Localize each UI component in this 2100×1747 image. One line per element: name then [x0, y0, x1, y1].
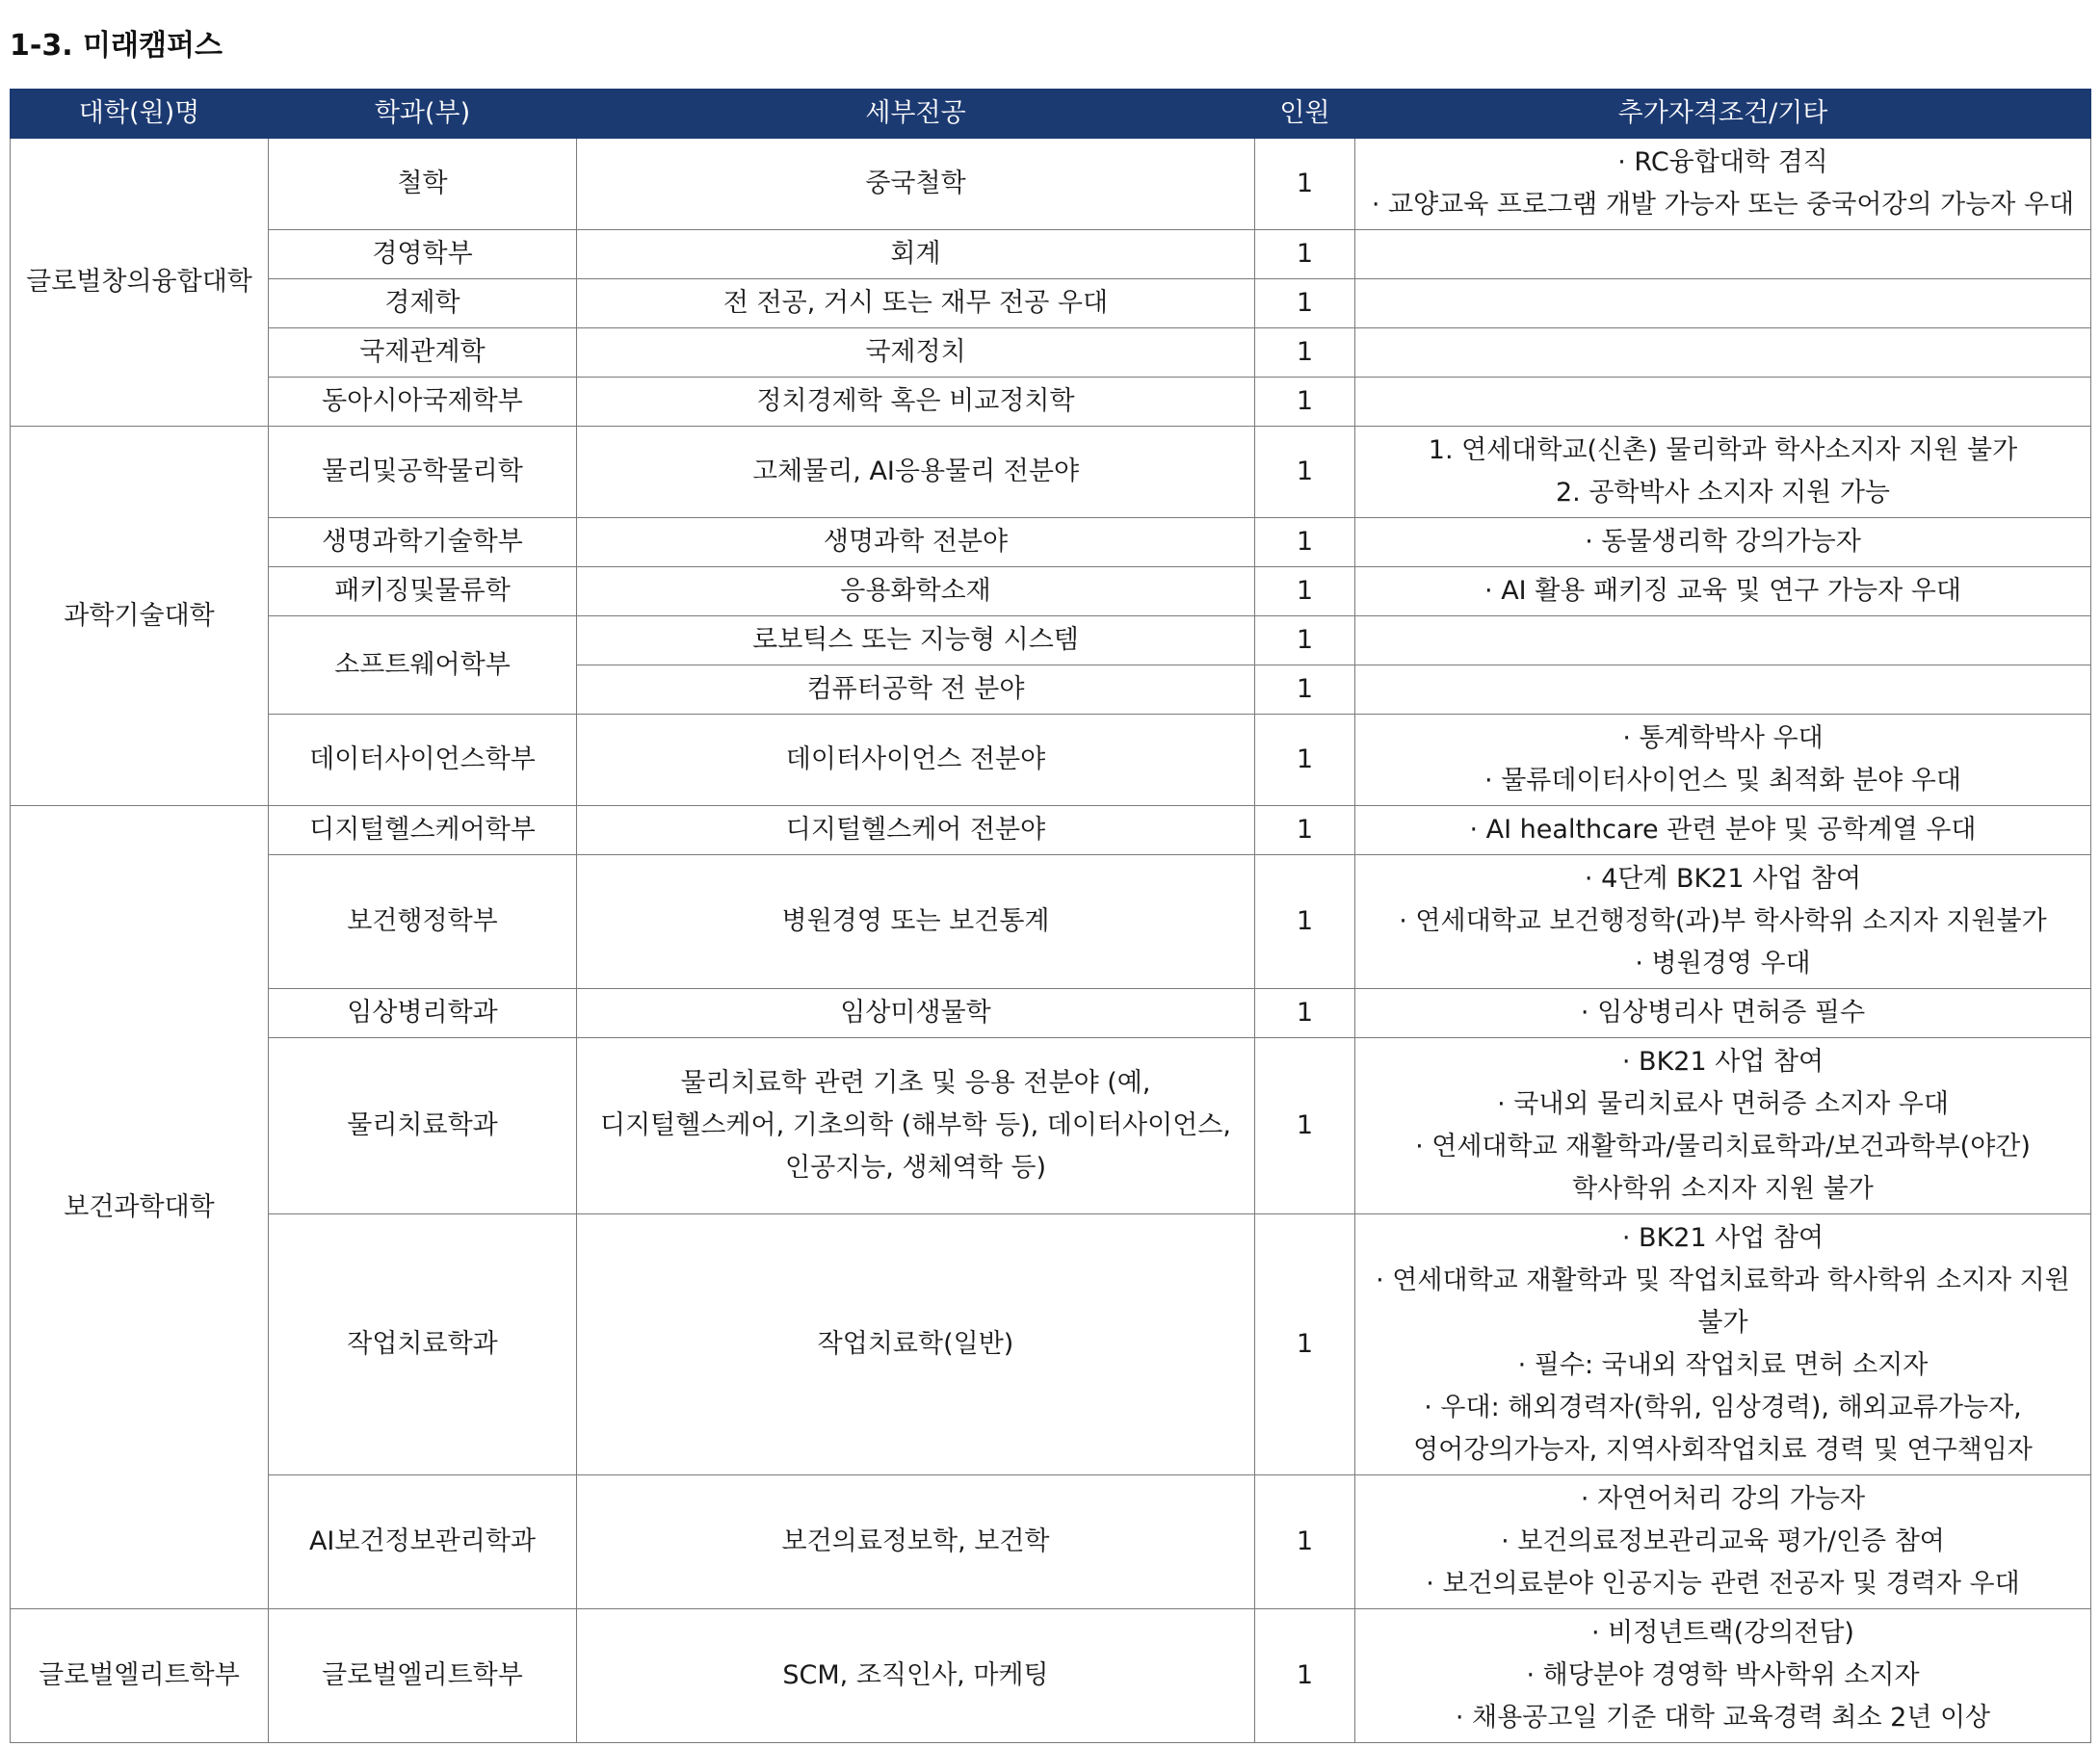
requirement-item: · 임상병리사 면허증 필수	[1580, 998, 1866, 1028]
table-row	[11, 855, 2091, 989]
header-headcount: 인원	[1255, 90, 1355, 139]
requirement-item: · 채용공고일 기준 대학 교육경력 최소 2년 이상	[1455, 1703, 1991, 1733]
header-department: 학과(부)	[269, 90, 577, 139]
detailed-major: 보건의료정보학, 보건학	[577, 1475, 1255, 1609]
table-row	[11, 378, 2091, 427]
department-name: 국제관계학	[269, 328, 577, 378]
requirement-item: · 자연어처리 강의 가능자	[1580, 1484, 1866, 1514]
additional-requirements	[1355, 1609, 2091, 1743]
additional-requirements	[1355, 279, 2091, 328]
headcount: 1	[1255, 139, 1355, 230]
table-row	[11, 1475, 2091, 1609]
additional-requirements	[1355, 139, 2091, 230]
table-row	[11, 1609, 2091, 1743]
requirement-list	[1363, 570, 2083, 613]
faculty-recruitment-table	[10, 89, 2091, 1743]
requirement-item: · 보건의료정보관리교육 평가/인증 참여	[1501, 1526, 1945, 1556]
additional-requirements	[1355, 378, 2091, 427]
requirement-list	[1363, 992, 2083, 1034]
detailed-major: 디지털헬스케어 전분야	[577, 806, 1255, 855]
detailed-major: SCM, 조직인사, 마케팅	[577, 1609, 1255, 1743]
detailed-major: 전 전공, 거시 또는 재무 전공 우대	[577, 279, 1255, 328]
requirement-list	[1363, 1217, 2083, 1472]
requirement-list	[1363, 142, 2083, 226]
detailed-major: 데이터사이언스 전분야	[577, 715, 1255, 806]
requirement-list	[1363, 717, 2083, 802]
table-row	[11, 518, 2091, 567]
requirement-list	[1363, 858, 2083, 985]
requirement-item: · 물류데이터사이언스 및 최적화 분야 우대	[1484, 766, 1961, 795]
requirement-item: 1. 연세대학교(신촌) 물리학과 학사소지자 지원 불가	[1428, 435, 2018, 465]
headcount: 1	[1255, 328, 1355, 378]
requirement-list	[1363, 1041, 2083, 1211]
requirement-item: · AI 활용 패키징 교육 및 연구 가능자 우대	[1484, 576, 1961, 606]
department-name: 작업치료학과	[269, 1214, 577, 1475]
table-header-row	[11, 90, 2091, 139]
college-name: 글로벌창의융합대학	[11, 139, 269, 427]
additional-requirements	[1355, 328, 2091, 378]
department-name: 글로벌엘리트학부	[269, 1609, 577, 1743]
department-name: 철학	[269, 139, 577, 230]
department-name: 생명과학기술학부	[269, 518, 577, 567]
additional-requirements	[1355, 518, 2091, 567]
requirement-list	[1363, 521, 2083, 563]
header-requirements: 추가자격조건/기타	[1355, 90, 2091, 139]
table-row	[11, 1038, 2091, 1214]
college-name: 과학기술대학	[11, 427, 269, 806]
detailed-major: 물리치료학 관련 기초 및 응용 전분야 (예, 디지털헬스케어, 기초의학 (해부학 등), 데이터사이언스, 인공지능, 생체역학 등)	[577, 1038, 1255, 1214]
requirement-list	[1363, 1612, 2083, 1739]
department-name: AI보건정보관리학과	[269, 1475, 577, 1609]
requirement-item: · 연세대학교 보건행정학(과)부 학사학위 소지자 지원불가	[1399, 906, 2047, 936]
department-name: 보건행정학부	[269, 855, 577, 989]
headcount: 1	[1255, 855, 1355, 989]
table-row	[11, 1214, 2091, 1475]
headcount: 1	[1255, 1214, 1355, 1475]
additional-requirements	[1355, 616, 2091, 665]
requirement-item: · 연세대학교 재활학과/물리치료학과/보건과학부(야간) 학사학위 소지자 지원 불가	[1415, 1132, 2031, 1204]
headcount: 1	[1255, 378, 1355, 427]
headcount: 1	[1255, 567, 1355, 616]
requirement-item: · BK21 사업 참여	[1621, 1223, 1824, 1253]
headcount: 1	[1255, 616, 1355, 665]
college-name: 글로벌엘리트학부	[11, 1609, 269, 1743]
headcount: 1	[1255, 518, 1355, 567]
table-row	[11, 230, 2091, 279]
department-name: 임상병리학과	[269, 989, 577, 1038]
detailed-major: 컴퓨터공학 전 분야	[577, 665, 1255, 715]
header-college: 대학(원)명	[11, 90, 269, 139]
headcount: 1	[1255, 806, 1355, 855]
department-name: 패키징및물류학	[269, 567, 577, 616]
table-row	[11, 989, 2091, 1038]
detailed-major: 로보틱스 또는 지능형 시스템	[577, 616, 1255, 665]
requirement-item: · 해당분야 경영학 박사학위 소지자	[1526, 1660, 1920, 1690]
headcount: 1	[1255, 230, 1355, 279]
headcount: 1	[1255, 1475, 1355, 1609]
requirement-item: · 통계학박사 우대	[1622, 723, 1824, 753]
headcount: 1	[1255, 665, 1355, 715]
headcount: 1	[1255, 427, 1355, 518]
department-name: 디지털헬스케어학부	[269, 806, 577, 855]
additional-requirements	[1355, 567, 2091, 616]
department-name: 소프트웨어학부	[269, 616, 577, 715]
additional-requirements	[1355, 715, 2091, 806]
requirement-item: · RC융합대학 겸직	[1617, 147, 1828, 177]
department-name: 경영학부	[269, 230, 577, 279]
requirement-item: · 연세대학교 재활학과 및 작업치료학과 학사학위 소지자 지원 불가	[1376, 1265, 2070, 1338]
requirement-list	[1363, 809, 2083, 851]
section-title: 1-3. 미래캠퍼스	[10, 29, 223, 63]
department-name: 동아시아국제학부	[269, 378, 577, 427]
additional-requirements	[1355, 230, 2091, 279]
requirement-item: · BK21 사업 참여	[1621, 1047, 1824, 1077]
header-major: 세부전공	[577, 90, 1255, 139]
additional-requirements	[1355, 1038, 2091, 1214]
table-row	[11, 567, 2091, 616]
detailed-major: 병원경영 또는 보건통계	[577, 855, 1255, 989]
detailed-major: 생명과학 전분야	[577, 518, 1255, 567]
additional-requirements	[1355, 855, 2091, 989]
requirement-item: · 동물생리학 강의가능자	[1585, 527, 1861, 557]
requirement-item: · 병원경영 우대	[1635, 949, 1811, 978]
requirement-list	[1363, 1478, 2083, 1605]
requirement-item: 2. 공학박사 소지자 지원 가능	[1556, 478, 1890, 508]
department-name: 물리치료학과	[269, 1038, 577, 1214]
detailed-major: 국제정치	[577, 328, 1255, 378]
detailed-major: 고체물리, AI응용물리 전분야	[577, 427, 1255, 518]
headcount: 1	[1255, 1609, 1355, 1743]
additional-requirements	[1355, 665, 2091, 715]
requirement-item: · 보건의료분야 인공지능 관련 전공자 및 경력자 우대	[1426, 1569, 2020, 1599]
additional-requirements	[1355, 989, 2091, 1038]
detailed-major: 임상미생물학	[577, 989, 1255, 1038]
requirement-item: · 필수: 국내외 작업치료 면허 소지자	[1517, 1350, 1929, 1380]
additional-requirements	[1355, 1214, 2091, 1475]
detailed-major: 정치경제학 혹은 비교정치학	[577, 378, 1255, 427]
detailed-major: 중국철학	[577, 139, 1255, 230]
headcount: 1	[1255, 1038, 1355, 1214]
headcount: 1	[1255, 715, 1355, 806]
requirement-item: · 비정년트랙(강의전담)	[1591, 1618, 1854, 1648]
requirement-item: · 4단계 BK21 사업 참여	[1584, 864, 1862, 894]
additional-requirements	[1355, 806, 2091, 855]
department-name: 물리및공학물리학	[269, 427, 577, 518]
detailed-major: 작업치료학(일반)	[577, 1214, 1255, 1475]
headcount: 1	[1255, 279, 1355, 328]
table-row	[11, 279, 2091, 328]
requirement-item: · 우대: 해외경력자(학위, 임상경력), 해외교류가능자, 영어강의가능자, 지역사회작업치료 경력 및 연구책임자	[1413, 1393, 2033, 1465]
table-row	[11, 616, 2091, 665]
headcount: 1	[1255, 989, 1355, 1038]
table-row	[11, 328, 2091, 378]
requirement-item: · AI healthcare 관련 분야 및 공학계열 우대	[1469, 815, 1977, 845]
detailed-major: 응용화학소재	[577, 567, 1255, 616]
detailed-major: 회계	[577, 230, 1255, 279]
requirement-item: · 국내외 물리치료사 면허증 소지자 우대	[1497, 1089, 1949, 1119]
table-row	[11, 139, 2091, 230]
requirement-list	[1363, 430, 2083, 514]
additional-requirements	[1355, 427, 2091, 518]
table-row	[11, 715, 2091, 806]
table-row	[11, 806, 2091, 855]
table-row	[11, 427, 2091, 518]
requirement-item: · 교양교육 프로그램 개발 가능자 또는 중국어강의 가능자 우대	[1371, 190, 2075, 220]
additional-requirements	[1355, 1475, 2091, 1609]
college-name: 보건과학대학	[11, 806, 269, 1609]
department-name: 데이터사이언스학부	[269, 715, 577, 806]
department-name: 경제학	[269, 279, 577, 328]
